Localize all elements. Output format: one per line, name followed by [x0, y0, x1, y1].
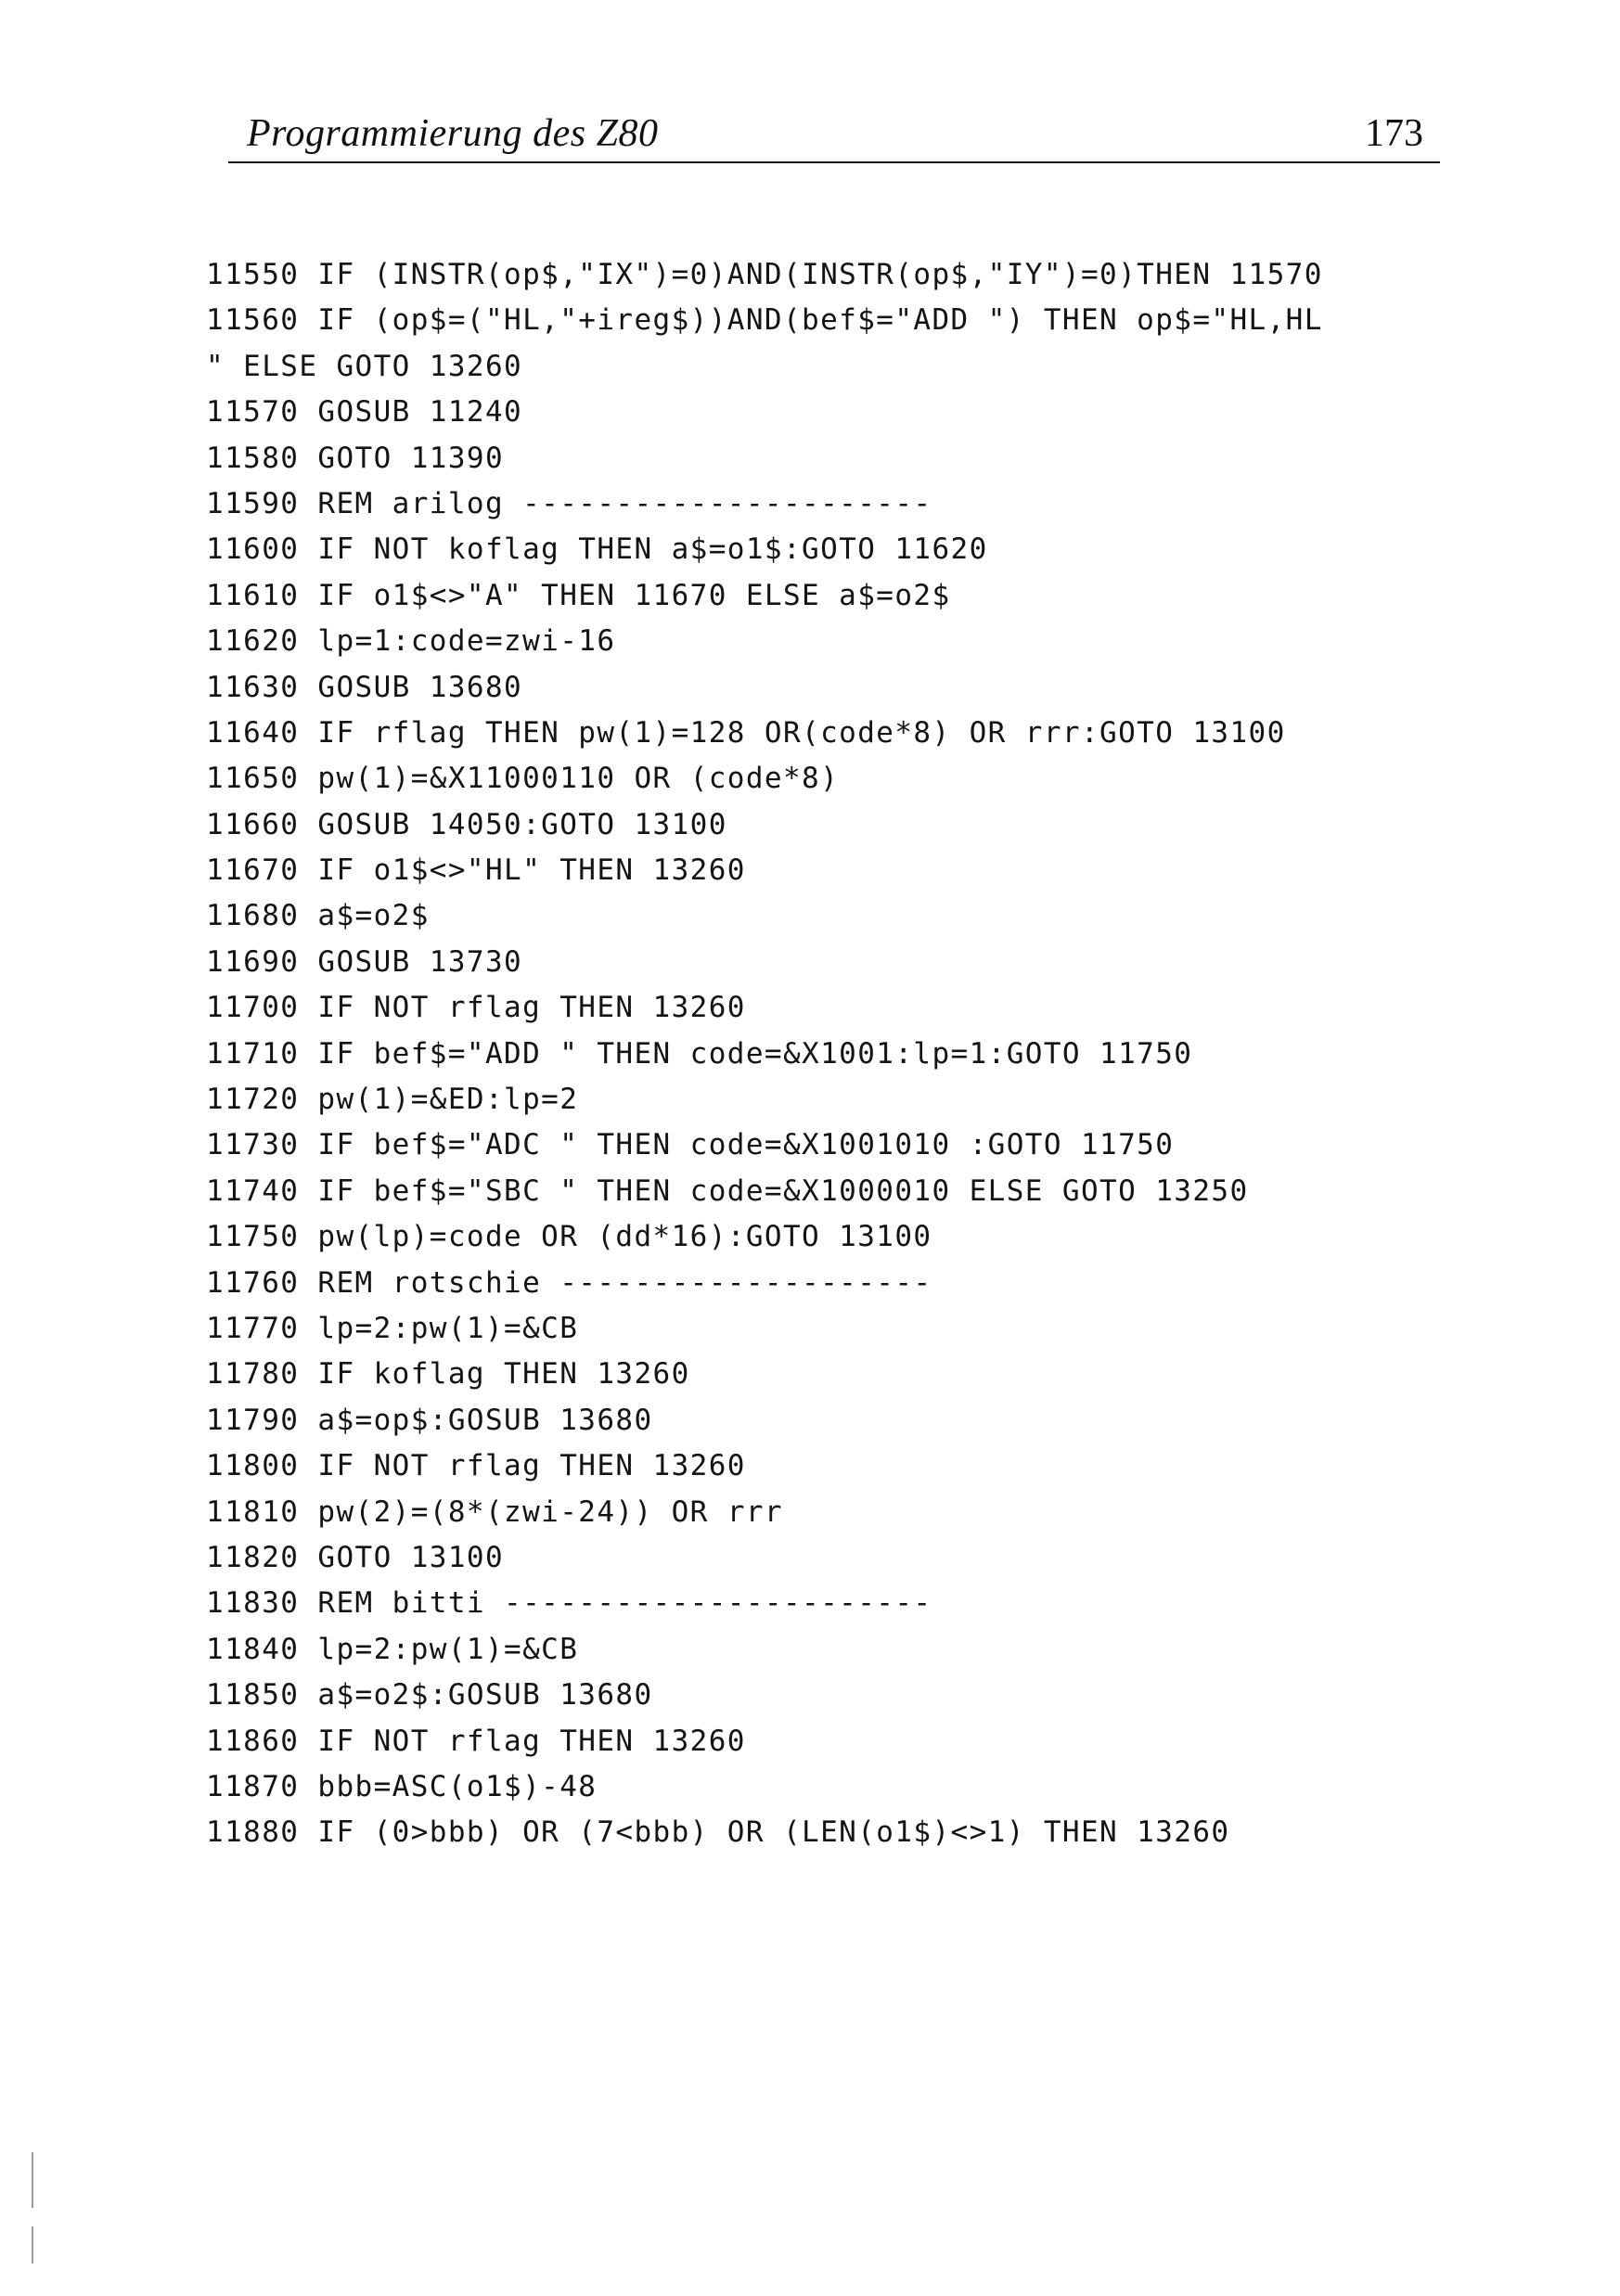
- code-line: 11710 IF bef$="ADD " THEN code=&X1001:lp=1:GOTO 11750: [206, 1036, 1193, 1071]
- code-line: 11800 IF NOT rflag THEN 13260: [206, 1449, 746, 1483]
- code-line: 11770 lp=2:pw(1)=&CB: [206, 1311, 579, 1345]
- code-line: 11840 lp=2:pw(1)=&CB: [206, 1632, 579, 1666]
- code-line: 11790 a$=op$:GOSUB 13680: [206, 1403, 653, 1437]
- code-line: 11860 IF NOT rflag THEN 13260: [206, 1724, 746, 1758]
- code-line: 11850 a$=o2$:GOSUB 13680: [206, 1678, 653, 1712]
- scan-margin-mark: [32, 2152, 33, 2208]
- code-line: 11590 REM arilog ----------------------: [206, 486, 932, 520]
- code-line: 11720 pw(1)=&ED:lp=2: [206, 1083, 579, 1117]
- code-line: 11560 IF (op$=("HL,"+ireg$))AND(bef$="ADD ") THEN op$="HL,HL: [206, 303, 1323, 338]
- code-line: 11700 IF NOT rflag THEN 13260: [206, 991, 746, 1025]
- code-line: 11600 IF NOT koflag THEN a$=o1$:GOTO 11620: [206, 532, 988, 567]
- code-line: 11820 GOTO 13100: [206, 1540, 505, 1574]
- code-listing: [206, 252, 1468, 1856]
- scan-margin-mark: [32, 2226, 33, 2264]
- code-line: 11830 REM bitti -----------------------: [206, 1586, 932, 1621]
- code-line: 11570 GOSUB 11240: [206, 395, 523, 430]
- page-number: 173: [1365, 112, 1423, 155]
- page-header: [228, 109, 1440, 163]
- code-line: 11810 pw(2)=(8*(zwi-24)) OR rrr: [206, 1494, 783, 1529]
- code-line: 11620 lp=1:code=zwi-16: [206, 624, 616, 659]
- code-line-continuation: " ELSE GOTO 13260: [206, 349, 523, 383]
- code-line: 11640 IF rflag THEN pw(1)=128 OR(code*8) OR rrr:GOTO 13100: [206, 715, 1286, 750]
- code-line: 11760 REM rotschie --------------------: [206, 1265, 932, 1300]
- code-line: 11880 IF (0>bbb) OR (7<bbb) OR (LEN(o1$)<>1) THEN 13260: [206, 1815, 1230, 1850]
- code-line: 11740 IF bef$="SBC " THEN code=&X1000010 ELSE GOTO 13250: [206, 1174, 1249, 1208]
- code-line: 11650 pw(1)=&X11000110 OR (code*8): [206, 762, 840, 796]
- code-line: 11730 IF bef$="ADC " THEN code=&X1001010 :GOTO 11750: [206, 1128, 1175, 1162]
- code-line: 11610 IF o1$<>"A" THEN 11670 ELSE a$=o2$: [206, 578, 951, 612]
- code-line: 11780 IF koflag THEN 13260: [206, 1357, 690, 1392]
- code-line: 11580 GOTO 11390: [206, 441, 505, 475]
- code-line: 11660 GOSUB 14050:GOTO 13100: [206, 807, 727, 841]
- code-line: 11870 bbb=ASC(o1$)-48: [206, 1769, 598, 1803]
- chapter-title: Programmierung des Z80: [247, 112, 659, 155]
- code-line: 11750 pw(lp)=code OR (dd*16):GOTO 13100: [206, 1220, 932, 1254]
- code-line: 11680 a$=o2$: [206, 899, 430, 933]
- code-line: 11630 GOSUB 13680: [206, 670, 523, 704]
- code-line: 11550 IF (INSTR(op$,"IX")=0)AND(INSTR(op$,"IY")=0)THEN 11570: [206, 258, 1323, 291]
- code-line: 11690 GOSUB 13730: [206, 944, 523, 979]
- code-line: 11670 IF o1$<>"HL" THEN 13260: [206, 853, 746, 888]
